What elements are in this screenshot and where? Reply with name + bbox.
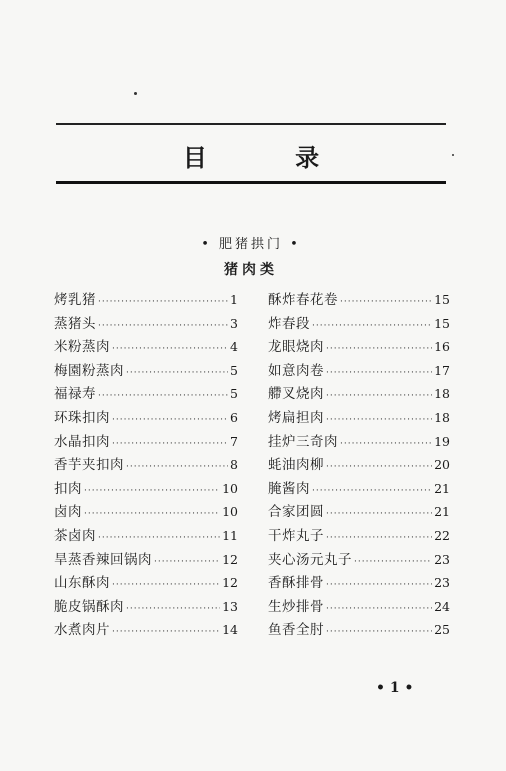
dot-leader <box>312 321 432 331</box>
toc-entry-title: 水晶扣肉 <box>54 433 110 450</box>
toc-entry-title: 烤扁担肉 <box>268 409 324 426</box>
dot-leader <box>340 439 432 449</box>
toc-entry-title: 扣肉 <box>54 480 82 497</box>
dot-leader <box>112 415 228 425</box>
section-heading: • 肥猪拱门 • <box>201 237 301 252</box>
dot-leader <box>326 509 432 519</box>
toc-entry <box>54 288 238 312</box>
toc-entry-title: 脆皮锅酥肉 <box>54 598 124 615</box>
dot-leader <box>354 557 432 567</box>
toc-entry-title: 水煮肉片 <box>54 622 110 639</box>
toc-entry <box>268 618 450 642</box>
dot-leader <box>84 486 220 496</box>
toc-entry <box>54 500 238 524</box>
toc-entry-title: 香酥排骨 <box>268 575 324 592</box>
bottom-rule <box>56 181 446 184</box>
subsection-heading: 猪肉类 <box>224 262 278 278</box>
toc-entry-page: 21 <box>434 480 450 496</box>
toc-entry-page: 8 <box>230 457 238 473</box>
toc-entry <box>54 335 238 359</box>
toc-entry-title: 挂炉三奇肉 <box>268 433 338 450</box>
ink-speck <box>134 92 137 95</box>
toc-entry-page: 22 <box>434 527 450 543</box>
toc-entry-title: 蒸猪头 <box>54 315 96 332</box>
toc-entry <box>268 548 450 572</box>
toc-entry-page: 17 <box>434 362 450 378</box>
toc-column-left <box>54 288 238 642</box>
toc-entry-page: 5 <box>230 362 238 378</box>
toc-entry-page: 13 <box>222 598 238 614</box>
toc-entry <box>54 595 238 619</box>
toc-entry <box>268 312 450 336</box>
dot-leader <box>98 391 228 401</box>
dot-leader <box>98 321 228 331</box>
toc-entry <box>54 548 238 572</box>
toc-entry <box>268 453 450 477</box>
toc-entry <box>54 312 238 336</box>
toc-entry-title: 蚝油肉柳 <box>268 457 324 474</box>
dot-leader <box>326 533 432 543</box>
toc-entry <box>268 335 450 359</box>
toc-entry-title: 福禄寿 <box>54 386 96 403</box>
toc-entry-title: 合家团圆 <box>268 504 324 521</box>
toc-entry <box>54 477 238 501</box>
top-rule <box>56 123 446 125</box>
toc-entry <box>268 524 450 548</box>
toc-entry-page: 10 <box>222 480 238 496</box>
toc-entry-page: 20 <box>434 457 450 473</box>
toc-entry-title: 干炸丸子 <box>268 527 324 544</box>
toc-entry-title: 米粉蒸肉 <box>54 339 110 356</box>
toc-entry-page: 18 <box>434 386 450 402</box>
toc-entry <box>268 288 450 312</box>
toc-entry-title: 环珠扣肉 <box>54 409 110 426</box>
toc-column-right <box>268 288 450 642</box>
toc-entry-title: 夹心汤元丸子 <box>268 551 352 568</box>
dot-leader <box>326 627 432 637</box>
toc-entry <box>54 430 238 454</box>
toc-entry <box>268 382 450 406</box>
toc-entry <box>54 571 238 595</box>
dot-leader <box>326 415 432 425</box>
dot-leader <box>112 439 228 449</box>
toc-entry-title: 腌酱肉 <box>268 480 310 497</box>
toc-entry-title: 龙眼烧肉 <box>268 339 324 356</box>
toc-entry <box>268 571 450 595</box>
dot-leader <box>126 368 228 378</box>
dot-leader <box>326 368 432 378</box>
dot-leader <box>126 462 228 472</box>
toc-entry <box>54 618 238 642</box>
toc-entry-page: 12 <box>222 575 238 591</box>
dot-leader <box>326 391 432 401</box>
toc-entry-page: 3 <box>230 315 238 331</box>
toc-entry <box>54 406 238 430</box>
toc-entry-page: 23 <box>434 551 450 567</box>
toc-entry <box>268 430 450 454</box>
toc-entry-page: 5 <box>230 386 238 402</box>
dot-leader <box>326 604 432 614</box>
toc-entry-page: 14 <box>222 622 238 638</box>
toc-entry <box>54 453 238 477</box>
toc-entry-page: 18 <box>434 409 450 425</box>
dot-leader <box>340 297 432 307</box>
dot-leader <box>98 297 228 307</box>
toc-entry-page: 16 <box>434 339 450 355</box>
dot-leader <box>112 344 228 354</box>
toc-entry-page: 15 <box>434 315 450 331</box>
toc-entry-title: 旱蒸香辣回锅肉 <box>54 551 152 568</box>
toc-entry-page: 10 <box>222 504 238 520</box>
toc-entry-title: 生炒排骨 <box>268 598 324 615</box>
toc-entry-page: 6 <box>230 409 238 425</box>
dot-leader <box>312 486 432 496</box>
page-number: • 1 • <box>376 680 414 696</box>
toc-entry-page: 24 <box>434 598 450 614</box>
toc-entry-page: 4 <box>230 339 238 355</box>
dot-leader <box>126 604 220 614</box>
ink-speck <box>452 154 454 156</box>
toc-entry <box>54 524 238 548</box>
toc-entry-page: 1 <box>230 292 238 307</box>
toc-entry <box>54 382 238 406</box>
dot-leader <box>112 627 220 637</box>
toc-entry-title: 如意肉卷 <box>268 362 324 379</box>
toc-entry-page: 21 <box>434 504 450 520</box>
toc-entry <box>268 500 450 524</box>
toc-entry-page: 19 <box>434 433 450 449</box>
dot-leader <box>98 533 220 543</box>
toc-entry <box>268 406 450 430</box>
toc-entry-title: 烤乳猪 <box>54 292 96 308</box>
toc-entry-page: 7 <box>230 433 238 449</box>
toc-entry-title: 茶卤肉 <box>54 527 96 544</box>
dot-leader <box>154 557 220 567</box>
dot-leader <box>326 580 432 590</box>
toc-entry-title: 山东酥肉 <box>54 575 110 592</box>
toc-entry-title: 鱼香全肘 <box>268 622 324 639</box>
toc-entry-page: 11 <box>222 527 238 543</box>
toc-entry-title: 梅園粉蒸肉 <box>54 362 124 379</box>
toc-entry <box>268 359 450 383</box>
toc-entry-page: 15 <box>434 292 450 307</box>
toc-entry-title: 炸春段 <box>268 315 310 332</box>
toc-entry-title: 卤肉 <box>54 504 82 521</box>
toc-entry-page: 12 <box>222 551 238 567</box>
dot-leader <box>326 344 432 354</box>
toc-entry-title: 酥炸春花卷 <box>268 292 338 308</box>
page-title: 目 录 <box>182 143 360 172</box>
dot-leader <box>326 462 432 472</box>
toc-entry-page: 23 <box>434 575 450 591</box>
toc-entry-page: 25 <box>434 622 450 638</box>
dot-leader <box>112 580 220 590</box>
toc-entry <box>268 477 450 501</box>
dot-leader <box>84 509 220 519</box>
toc-entry <box>268 595 450 619</box>
toc-entry-title: 艜叉烧肉 <box>268 386 324 403</box>
toc-entry-title: 香芋夹扣肉 <box>54 457 124 474</box>
toc-entry <box>54 359 238 383</box>
